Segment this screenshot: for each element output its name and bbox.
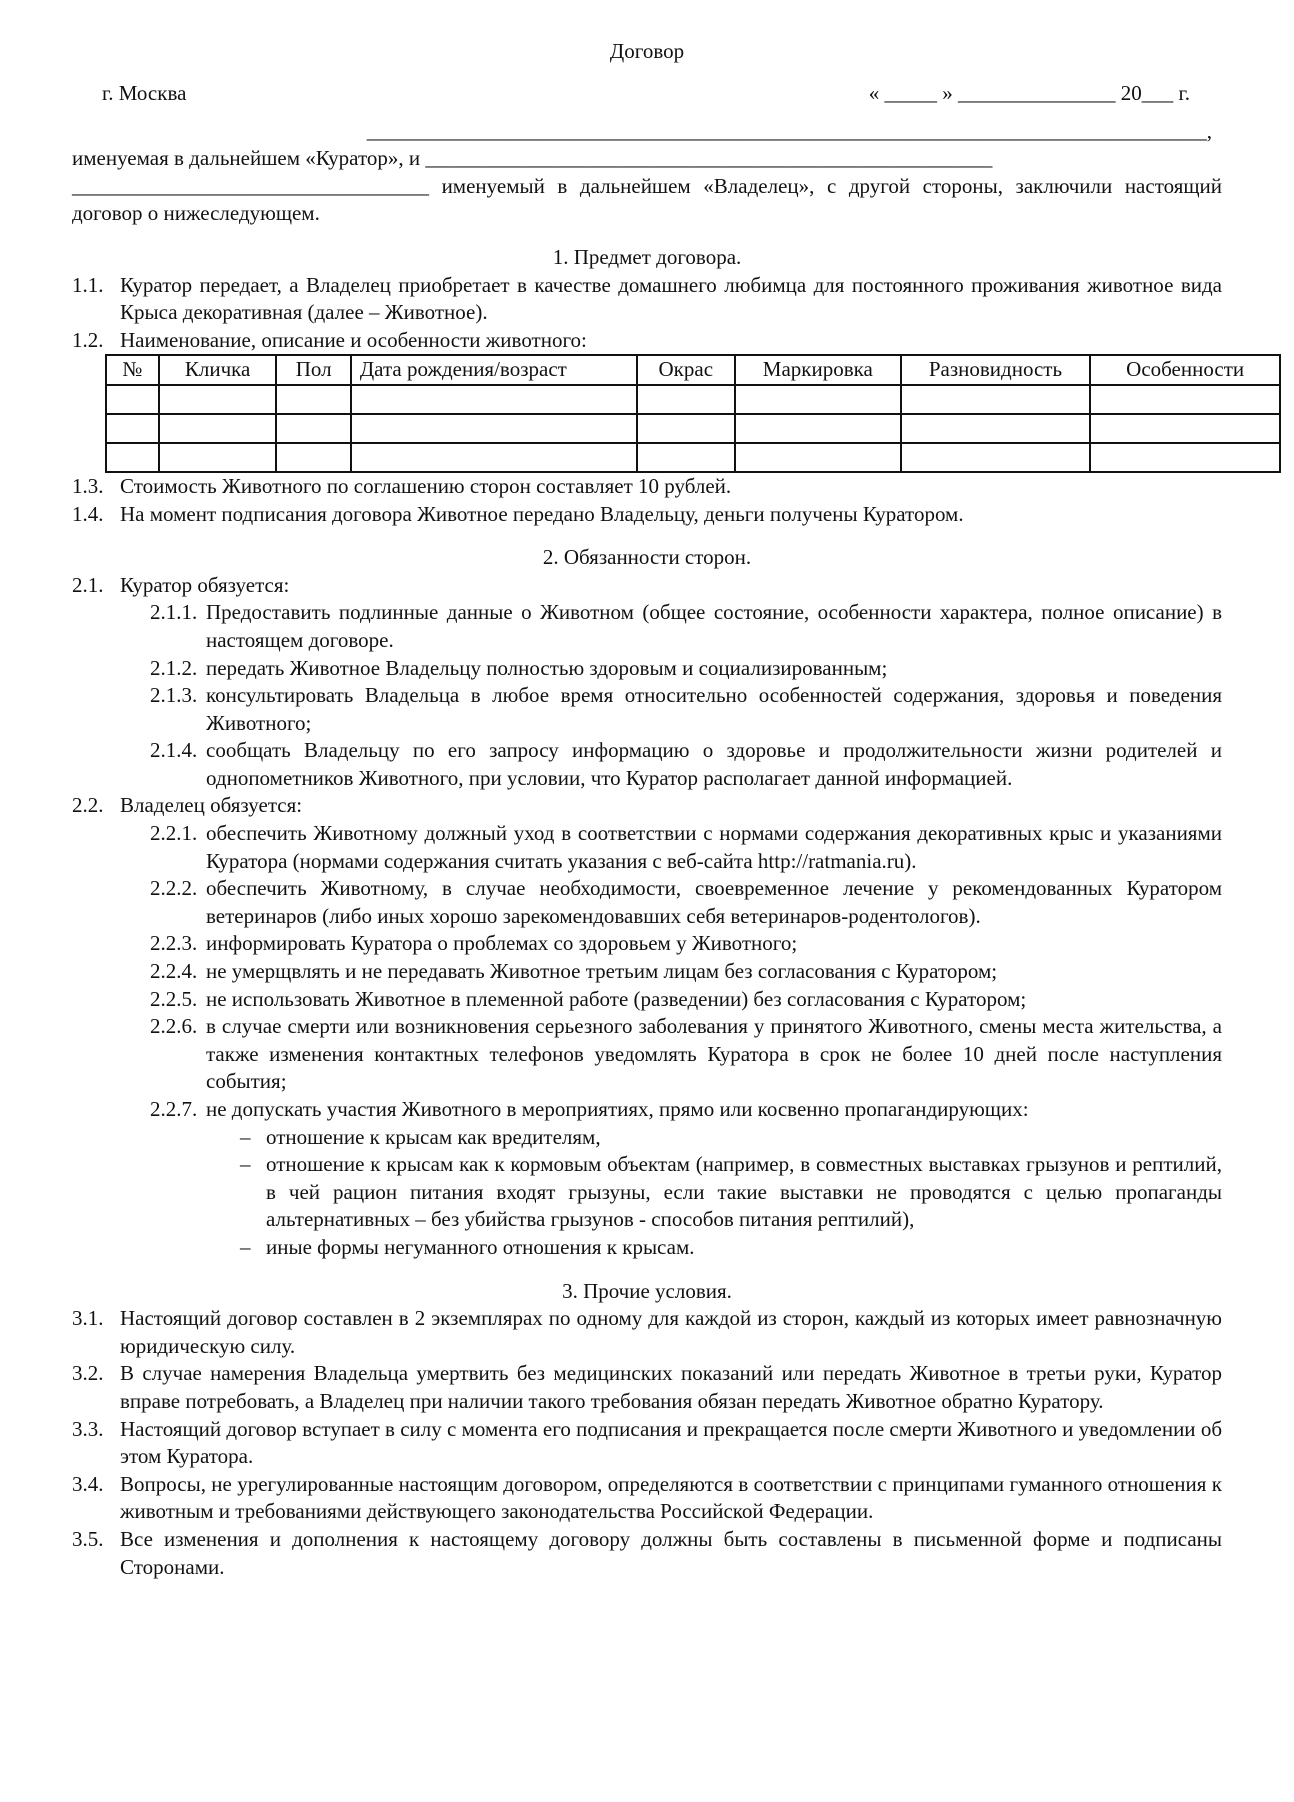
clause-text: На момент подписания договора Животное передано Владельцу, деньги получены Куратором. [120,501,964,526]
clause-number: 3.5. [72,1526,104,1551]
clause-number: 2.2.3. [150,931,198,956]
clause-number: 2.1. [72,572,104,597]
clause-text: обеспечить Животному, в случае необходимости, своевременное лечение у рекомендованных Куратором ветеринаров (либо иных хорошо зарекомендовавших себя ветеринаров-родентологов). [206,876,1222,928]
animal-table [105,354,1281,473]
clause-2-1-2 [72,655,1222,683]
clause-text: Владелец обязуется: [120,793,303,818]
clause-2-2-7 [72,1096,1222,1124]
bullet-text: отношение к крысам как вредителям, [266,1124,601,1149]
clause-number: 2.2.6. [150,1014,198,1039]
table-cell[interactable] [159,443,277,472]
bullet-item [72,1234,1222,1262]
table-cell[interactable] [276,414,350,443]
table-cell[interactable] [351,443,637,472]
clause-3-3 [72,1416,1222,1471]
table-cell[interactable] [735,443,901,472]
section-1-title: 1. Предмет договора. [552,244,742,269]
table-cell[interactable] [901,385,1091,414]
clause-number: 2.1.4. [150,738,198,763]
table-cell[interactable] [901,443,1091,472]
clause-text: Настоящий договор составлен в 2 экземплярах по одному для каждой из сторон, каждый из которых имеет равнозначную юридическую силу. [120,1306,1222,1358]
clause-number: 2.2.7. [150,1097,198,1121]
clause-2-1-4 [72,737,1222,792]
clause-3-4 [72,1471,1222,1526]
intro-line-2: именуемая в дальнейшем «Куратор», и ______________________________________________________ [72,146,993,171]
table-cell[interactable] [735,385,901,414]
col-features: Особенности [1090,355,1280,385]
dash-marker: – [240,1152,251,1177]
clause-text: сообщать Владельцу по его запросу информацию о здоровье и продолжительности жизни родителей и однопометников Животного, при условии, что Куратор располагает данной информацией. [206,738,1222,790]
intro-line-1: ________________________________________________________________________________, [366,118,1212,143]
clause-text: Куратор передает, а Владелец приобретает в качестве домашнего любимца для постоянного проживания животное вида Крыса декоративная (далее – Животное). [120,272,1222,325]
clause-text: Куратор обязуется: [120,572,290,597]
col-number: № [106,355,159,385]
table-cell[interactable] [351,414,637,443]
col-color: Окрас [637,355,735,385]
table-cell[interactable] [901,414,1091,443]
bullet-text: отношение к крысам как к кормовым объектам (например, в совместных выставках грызунов и рептилий, в чей рацион питания входят грызуны, если такие выставки не проводятся с целью пропаганды альтернативных – без убийства грызунов - способов питания рептилий), [266,1152,1222,1232]
table-cell[interactable] [1090,443,1280,472]
clause-text: передать Животное Владельцу полностью здоровым и социализированным; [206,655,888,680]
section-2-title: 2. Обязанности сторон. [542,545,752,570]
date-line: « _____ » _______________ 20___ г. [868,80,1190,105]
table-row [106,385,1280,414]
table-header-row [106,355,1280,385]
clause-2-2-1 [72,820,1222,875]
clause-number: 2.1.3. [150,683,198,708]
clause-number: 2.1.1. [150,600,198,625]
bullet-item [72,1151,1222,1234]
clause-number: 2.1.2. [150,655,198,680]
table-cell[interactable] [637,443,735,472]
clause-3-2 [72,1360,1222,1415]
clause-text: Наименование, описание и особенности животного: [120,327,587,352]
document-title: Договор [609,39,685,63]
clause-number: 1.2. [72,327,104,352]
clause-number: 3.1. [72,1306,104,1331]
col-sex: Пол [276,355,350,385]
clause-2-1-3 [72,682,1222,737]
table-cell[interactable] [1090,414,1280,443]
table-cell[interactable] [276,385,350,414]
table-cell[interactable] [106,385,159,414]
clause-number: 2.2.5. [150,986,198,1011]
clause-text: Стоимость Животного по соглашению сторон составляет 10 рублей. [120,473,732,498]
clause-number: 2.2. [72,793,104,818]
contract-page [72,38,1245,1581]
clause-1-4 [72,501,1222,529]
dash-marker: – [240,1234,251,1259]
clause-number: 1.4. [72,501,104,526]
clause-number: 3.4. [72,1471,104,1496]
city-label: г. Москва [102,80,187,105]
clause-text: не умерщвлять и не передавать Животное третьим лицам без согласования с Куратором; [206,959,998,984]
clause-number: 1.1. [72,272,104,297]
clause-text: обеспечить Животному должный уход в соответствии с нормами содержания декоративных крыс и указаниями Куратора (нормами содержания считать указания с веб-сайта http://ratmania.ru). [206,821,1222,873]
table-cell[interactable] [159,385,277,414]
clause-text: Все изменения и дополнения к настоящему договору должны быть составлены в письменной форме и подписаны Сторонами. [120,1526,1222,1579]
table-row [106,443,1280,472]
dash-marker: – [240,1124,251,1149]
header-row [72,80,1222,118]
clause-1-1 [72,272,1222,327]
bullet-item [72,1124,1222,1152]
clause-text: Настоящий договор вступает в силу с момента его подписания и прекращается после смерти Животного и уведомлении об этом Куратора. [120,1416,1222,1469]
clause-number: 2.2.4. [150,959,198,984]
clause-number: 2.2.1. [150,821,198,846]
clause-2-2-3 [72,930,1222,958]
clause-text: В случае намерения Владельца умертвить без медицинских показаний или передать Животное в третьи руки, Куратор вправе потребовать, а Владелец при наличии такого требования обязан передать Животное обратно Куратору. [120,1361,1222,1413]
clause-2-2-4 [72,958,1222,986]
clause-3-5 [72,1526,1222,1581]
clause-text: не допускать участия Животного в мероприятиях, прямо или косвенно пропагандирующих: [206,1097,1029,1121]
table-cell[interactable] [351,385,637,414]
table-cell[interactable] [106,443,159,472]
col-variety: Разновидность [901,355,1091,385]
clause-2-2 [72,792,1222,820]
table-cell[interactable] [159,414,277,443]
table-cell[interactable] [1090,385,1280,414]
clause-text: Вопросы, не урегулированные настоящим договором, определяются в соответствии с принципами гуманного отношения к животным и требованиями действующего законодательства Российской Федерации. [120,1471,1222,1524]
clause-3-1 [72,1305,1222,1360]
clause-number: 2.2.2. [150,876,198,901]
clause-text: информировать Куратора о проблемах со здоровьем у Животного; [206,931,798,956]
clause-text: Предоставить подлинные данные о Животном (общее состояние, особенности характера, полное описание) в настоящем договоре. [206,600,1222,652]
clause-2-1 [72,572,1222,600]
table-cell[interactable] [276,443,350,472]
clause-text: не использовать Животное в племенной работе (разведении) без согласования с Куратором; [206,986,1027,1011]
clause-text: в случае смерти или возникновения серьезного заболевания у принятого Животного, смены места жительства, а также изменения контактных телефонов уведомлять Куратора в срок не более 10 дней после наступления события; [206,1014,1222,1094]
table-cell[interactable] [106,414,159,443]
intro-line-3: __________________________________ именуемый в дальнейшем «Владелец», с другой стороны, заключили настоящий договор о нижеследующем. [72,173,1222,226]
table-cell[interactable] [637,385,735,414]
col-birth: Дата рождения/возраст [351,355,637,385]
clause-2-2-6 [72,1013,1222,1096]
clause-text: консультировать Владельца в любое время относительно особенностей содержания, здоровья и поведения Животного; [206,683,1222,735]
col-marking: Маркировка [735,355,901,385]
section-3-title: 3. Прочие условия. [562,1278,732,1303]
table-row [106,414,1280,443]
clause-number: 3.2. [72,1361,104,1386]
clause-number: 3.3. [72,1416,104,1441]
clause-1-3 [72,473,1222,501]
clause-2-2-2 [72,875,1222,930]
col-name: Кличка [159,355,277,385]
clause-2-1-1 [72,599,1222,654]
clause-number: 1.3. [72,473,104,498]
table-cell[interactable] [735,414,901,443]
clause-1-2 [72,327,1222,355]
bullet-text: иные формы негуманного отношения к крысам. [266,1234,695,1259]
table-cell[interactable] [637,414,735,443]
clause-2-2-5 [72,986,1222,1014]
